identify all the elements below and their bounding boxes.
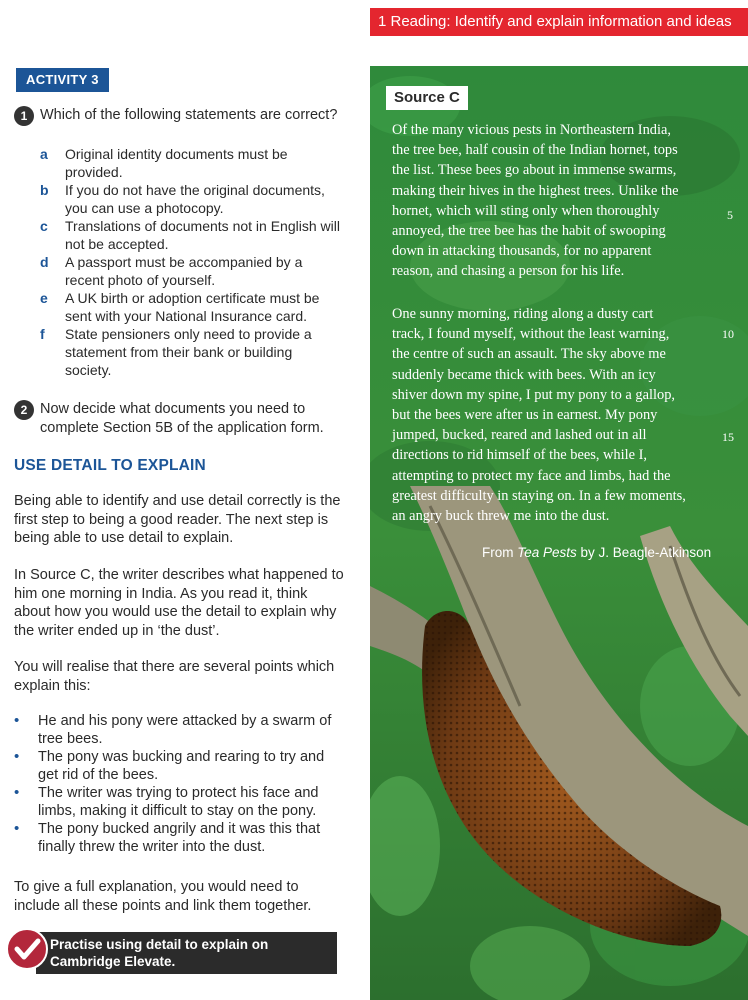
- closing-paragraph: To give a full explanation, you would need to include all these points and link them together.: [14, 879, 312, 914]
- option-letter: b: [40, 182, 49, 198]
- line-number-15: 15: [722, 430, 734, 444]
- bullet-icon: •: [14, 784, 20, 801]
- source-line: Of the many vicious pests in Northeastern India,: [392, 122, 671, 138]
- option-f: [40, 325, 340, 379]
- source-line: hornet, which will sting only when thoroughly: [392, 202, 660, 219]
- promo-line-2: Cambridge Elevate.: [50, 954, 176, 969]
- option-e: [40, 289, 340, 325]
- source-line: the list. These bees go about in immense swarms,: [392, 162, 677, 179]
- elevate-promo[interactable]: [6, 928, 331, 976]
- source-line: reason, and chasing a person for his life.: [392, 263, 625, 280]
- bullet-text: The pony was bucking and rearing to try and get rid of the bees.: [38, 749, 325, 783]
- statement-options: [40, 145, 340, 379]
- intro-paragraph: Being able to identify and use detail correctly is the first step to being a good reader. The next step is being able to use detail to explain.: [14, 493, 341, 546]
- source-line: down in attacking thousands, for no apparent: [392, 243, 652, 260]
- source-line: directions to rid himself of the bees, while I,: [392, 447, 647, 464]
- question-number: 1: [14, 106, 34, 126]
- source-line: shiver down my spine, I put my pony to a gallop,: [392, 386, 675, 403]
- section-heading: USE DETAIL TO EXPLAIN: [14, 457, 206, 474]
- bullet-text: The writer was trying to protect his face and limbs, making it difficult to stay on the pony.: [38, 785, 319, 819]
- list-item: [14, 784, 344, 820]
- source-line: the centre of such an assault. The sky above me: [392, 346, 666, 363]
- checkmark-icon: [6, 928, 48, 970]
- bullet-text: He and his pony were attacked by a swarm of tree bees.: [38, 713, 332, 747]
- option-letter: e: [40, 290, 48, 306]
- source-line: an angry buck threw me into the dust.: [392, 508, 610, 525]
- question-1: [14, 106, 344, 126]
- promo-line-1: Practise using detail to explain on: [50, 937, 269, 952]
- question-2: [14, 400, 344, 438]
- bullet-icon: •: [14, 712, 20, 729]
- question-1-text: Which of the following statements are correct?: [40, 107, 338, 123]
- citation-suffix: by J. Beagle-Atkinson: [576, 545, 712, 560]
- activity-label: ACTIVITY 3: [16, 68, 109, 92]
- source-label: Source C: [386, 86, 468, 110]
- option-letter: a: [40, 146, 48, 162]
- option-text: A UK birth or adoption certificate must be sent with your National Insurance card.: [65, 290, 320, 324]
- option-a: [40, 145, 340, 181]
- source-line: making their hives in the highest trees. Unlike the: [392, 182, 679, 199]
- source-line: greatest difficulty in staying on. In a few moments,: [392, 487, 686, 504]
- line-number-5: 5: [727, 208, 733, 222]
- bullet-icon: •: [14, 748, 20, 765]
- checkmark-icon-graphic: [8, 930, 46, 968]
- option-letter: c: [40, 218, 48, 234]
- list-item: [14, 820, 344, 856]
- bullet-text: The pony bucked angrily and it was this that finally threw the writer into the dust.: [38, 821, 321, 855]
- source-paragraph-2: [392, 304, 714, 526]
- source-line: track, I found myself, without the least warning,: [392, 326, 670, 343]
- source-intro-paragraph: In Source C, the writer describes what happened to him one morning in India. As you read it, think about how you would use the detail to explain why the writer ended up in ‘the dust’.: [14, 567, 344, 639]
- points-intro-paragraph: You will realise that there are several points which explain this:: [14, 659, 335, 694]
- line-number-10: 10: [722, 327, 734, 341]
- option-c: [40, 217, 340, 253]
- question-2-text: Now decide what documents you need to complete Section 5B of the application form.: [40, 401, 324, 436]
- question-number: 2: [14, 400, 34, 420]
- citation-prefix: From: [482, 545, 518, 560]
- chapter-header: 1 Reading: Identify and explain information and ideas: [370, 8, 748, 36]
- option-letter: f: [40, 326, 45, 342]
- promo-banner[interactable]: [36, 932, 337, 974]
- bullet-icon: •: [14, 820, 20, 837]
- source-line: the tree bee, half cousin of the Indian hornet, tops: [392, 142, 678, 159]
- source-line: One sunny morning, riding along a dusty cart: [392, 306, 654, 322]
- source-line: but the bees were after us in earnest. My pony: [392, 407, 658, 424]
- option-text: Original identity documents must be provided.: [65, 146, 288, 180]
- option-b: [40, 181, 340, 217]
- option-d: [40, 253, 340, 289]
- citation-title: Tea Pests: [517, 545, 577, 560]
- source-line: suddenly became thick with bees. With an icy: [392, 366, 656, 383]
- source-paragraph-1: [392, 120, 714, 282]
- option-text: A passport must be accompanied by a recent photo of yourself.: [65, 254, 303, 288]
- source-citation: [482, 545, 711, 560]
- source-line: annoyed, the tree bee has the habit of swooping: [392, 223, 666, 240]
- option-text: If you do not have the original documents, you can use a photocopy.: [65, 182, 325, 216]
- option-text: State pensioners only need to provide a statement from their bank or building society.: [65, 326, 312, 378]
- source-line: attempting to protect my face and limbs, had the: [392, 467, 671, 484]
- source-line: jumped, bucked, reared and lashed out in all: [392, 427, 647, 444]
- option-letter: d: [40, 254, 49, 270]
- option-text: Translations of documents not in English will not be accepted.: [65, 218, 340, 252]
- list-item: [14, 748, 344, 784]
- list-item: [14, 712, 344, 748]
- explanation-points: [14, 712, 344, 856]
